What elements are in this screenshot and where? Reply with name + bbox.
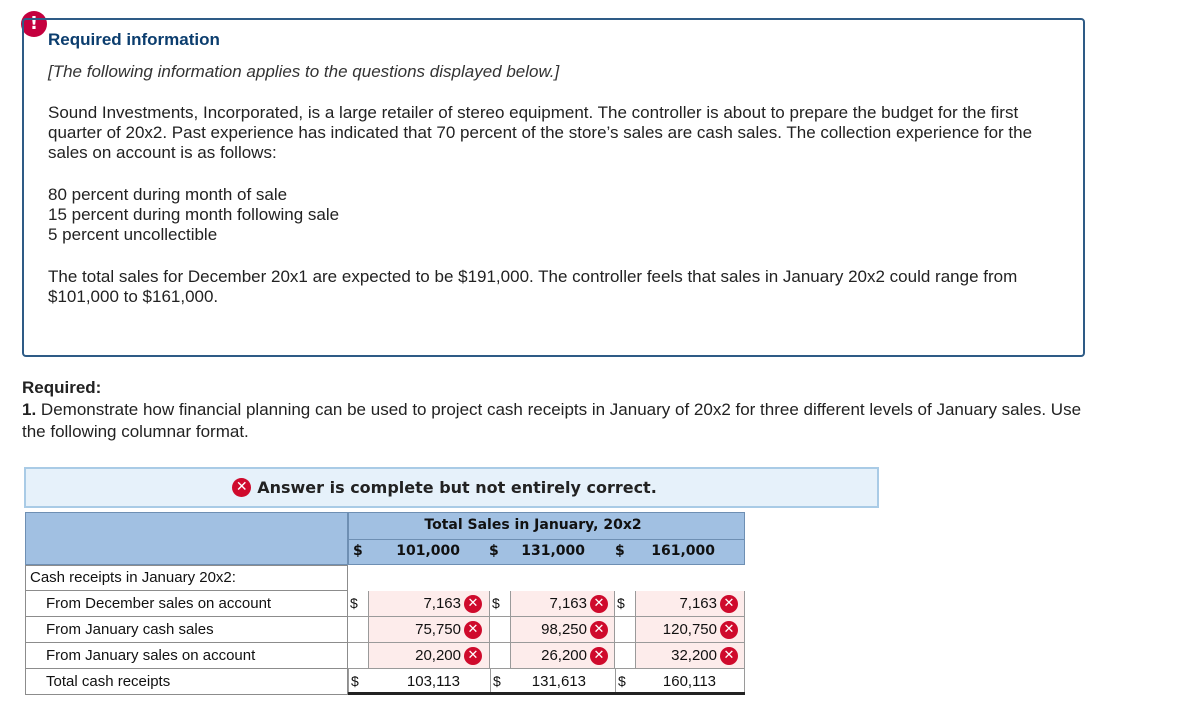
row-label: From January sales on account [46,647,256,664]
list-item: 5 percent uncollectible [48,225,218,244]
table-row [25,565,745,591]
x-circle-icon: ✕ [720,647,738,665]
column-header-mid: 131,000 [521,543,585,559]
currency-symbol: $ [350,595,358,611]
list-item: 80 percent during month of sale [48,185,288,204]
x-circle-icon: ✕ [464,595,482,613]
amount-input[interactable] [510,617,615,643]
amount-input[interactable] [635,617,745,643]
amount-value: 7,163 [423,595,461,612]
currency-cell [348,617,368,643]
amount-input[interactable] [368,643,490,669]
currency-cell [615,643,635,669]
header-currency: $ [489,543,499,559]
x-circle-icon: ✕ [590,595,608,613]
x-circle-icon: ✕ [590,647,608,665]
currency-cell [490,591,510,617]
info-paragraph-sales: The total sales for December 20x1 are expected to be $191,000. The controller feels that sales in January 20x2 could range from $101,000 to $161,000. [48,267,1018,306]
amount-input[interactable] [368,591,490,617]
currency-cell [490,617,510,643]
currency-symbol: $ [493,673,501,689]
answer-status-banner [24,467,879,508]
x-circle-icon: ✕ [464,621,482,639]
amount-value: 98,250 [541,621,587,638]
currency-symbol: $ [617,595,625,611]
required-question [22,399,1082,443]
row-label: From December sales on account [46,595,272,612]
amount-input[interactable] [510,643,615,669]
currency-cell [615,617,635,643]
amount-value: 75,750 [415,621,461,638]
header-currency: $ [353,543,363,559]
amount-value: 20,200 [415,647,461,664]
amount-input[interactable] [368,617,490,643]
table-row [25,643,745,669]
amount-input[interactable] [510,591,615,617]
column-header-low: 101,000 [396,543,460,559]
required-heading: Required: [22,378,102,397]
currency-symbol: $ [618,673,626,689]
table-row [25,591,745,617]
currency-symbol: $ [492,595,500,611]
currency-cell [348,643,368,669]
info-paragraph: Sound Investments, Incorporated, is a large retailer of stereo equipment. The controller is about to prepare the budget for the first quarter of 20x2. Past experience has indicated that 70 percent of the store’s sales are cash sales. The collection experience for the sales on account is as follows: [48,103,1033,162]
x-circle-icon: ✕ [720,595,738,613]
header-currency: $ [615,543,625,559]
x-circle-icon: ✕ [232,478,251,497]
cash-receipts-table [25,512,745,695]
total-double-rule [348,692,745,695]
currency-symbol: $ [351,673,359,689]
amount-value: 32,200 [671,647,717,664]
column-header-high: 161,000 [651,543,715,559]
row-label: Total cash receipts [46,673,171,690]
table-header-title: Total Sales in January, 20x2 [424,517,642,533]
header-divider [348,539,745,540]
section-label: Cash receipts in January 20x2: [30,569,236,586]
list-item: 15 percent during month following sale [48,205,340,224]
total-value: 131,613 [531,673,586,690]
x-circle-icon: ✕ [464,647,482,665]
collection-list [48,185,339,245]
currency-cell [490,643,510,669]
amount-input[interactable] [635,643,745,669]
table-row [25,617,745,643]
currency-cell [615,591,635,617]
question-text: Demonstrate how financial planning can be used to project cash receipts in January of 20x2 for three different levels of January sales. Use the following columnar format. [22,400,1082,441]
question-number: 1. [22,400,37,419]
answer-status-text: Answer is complete but not entirely correct. [257,478,657,497]
amount-value: 7,163 [549,595,587,612]
amount-value: 7,163 [679,595,717,612]
currency-cell [348,591,368,617]
x-circle-icon: ✕ [720,621,738,639]
total-value: 103,113 [406,673,460,690]
total-value: 160,113 [662,673,716,690]
x-circle-icon: ✕ [590,621,608,639]
table-header-blank [25,512,348,565]
amount-value: 26,200 [541,647,587,664]
info-title: Required information [48,30,220,49]
amount-input[interactable] [635,591,745,617]
info-subtitle: [The following information applies to the questions displayed below.] [48,62,560,81]
exclamation-icon: ! [21,11,47,37]
row-label: From January cash sales [46,621,214,638]
amount-value: 120,750 [662,621,717,638]
